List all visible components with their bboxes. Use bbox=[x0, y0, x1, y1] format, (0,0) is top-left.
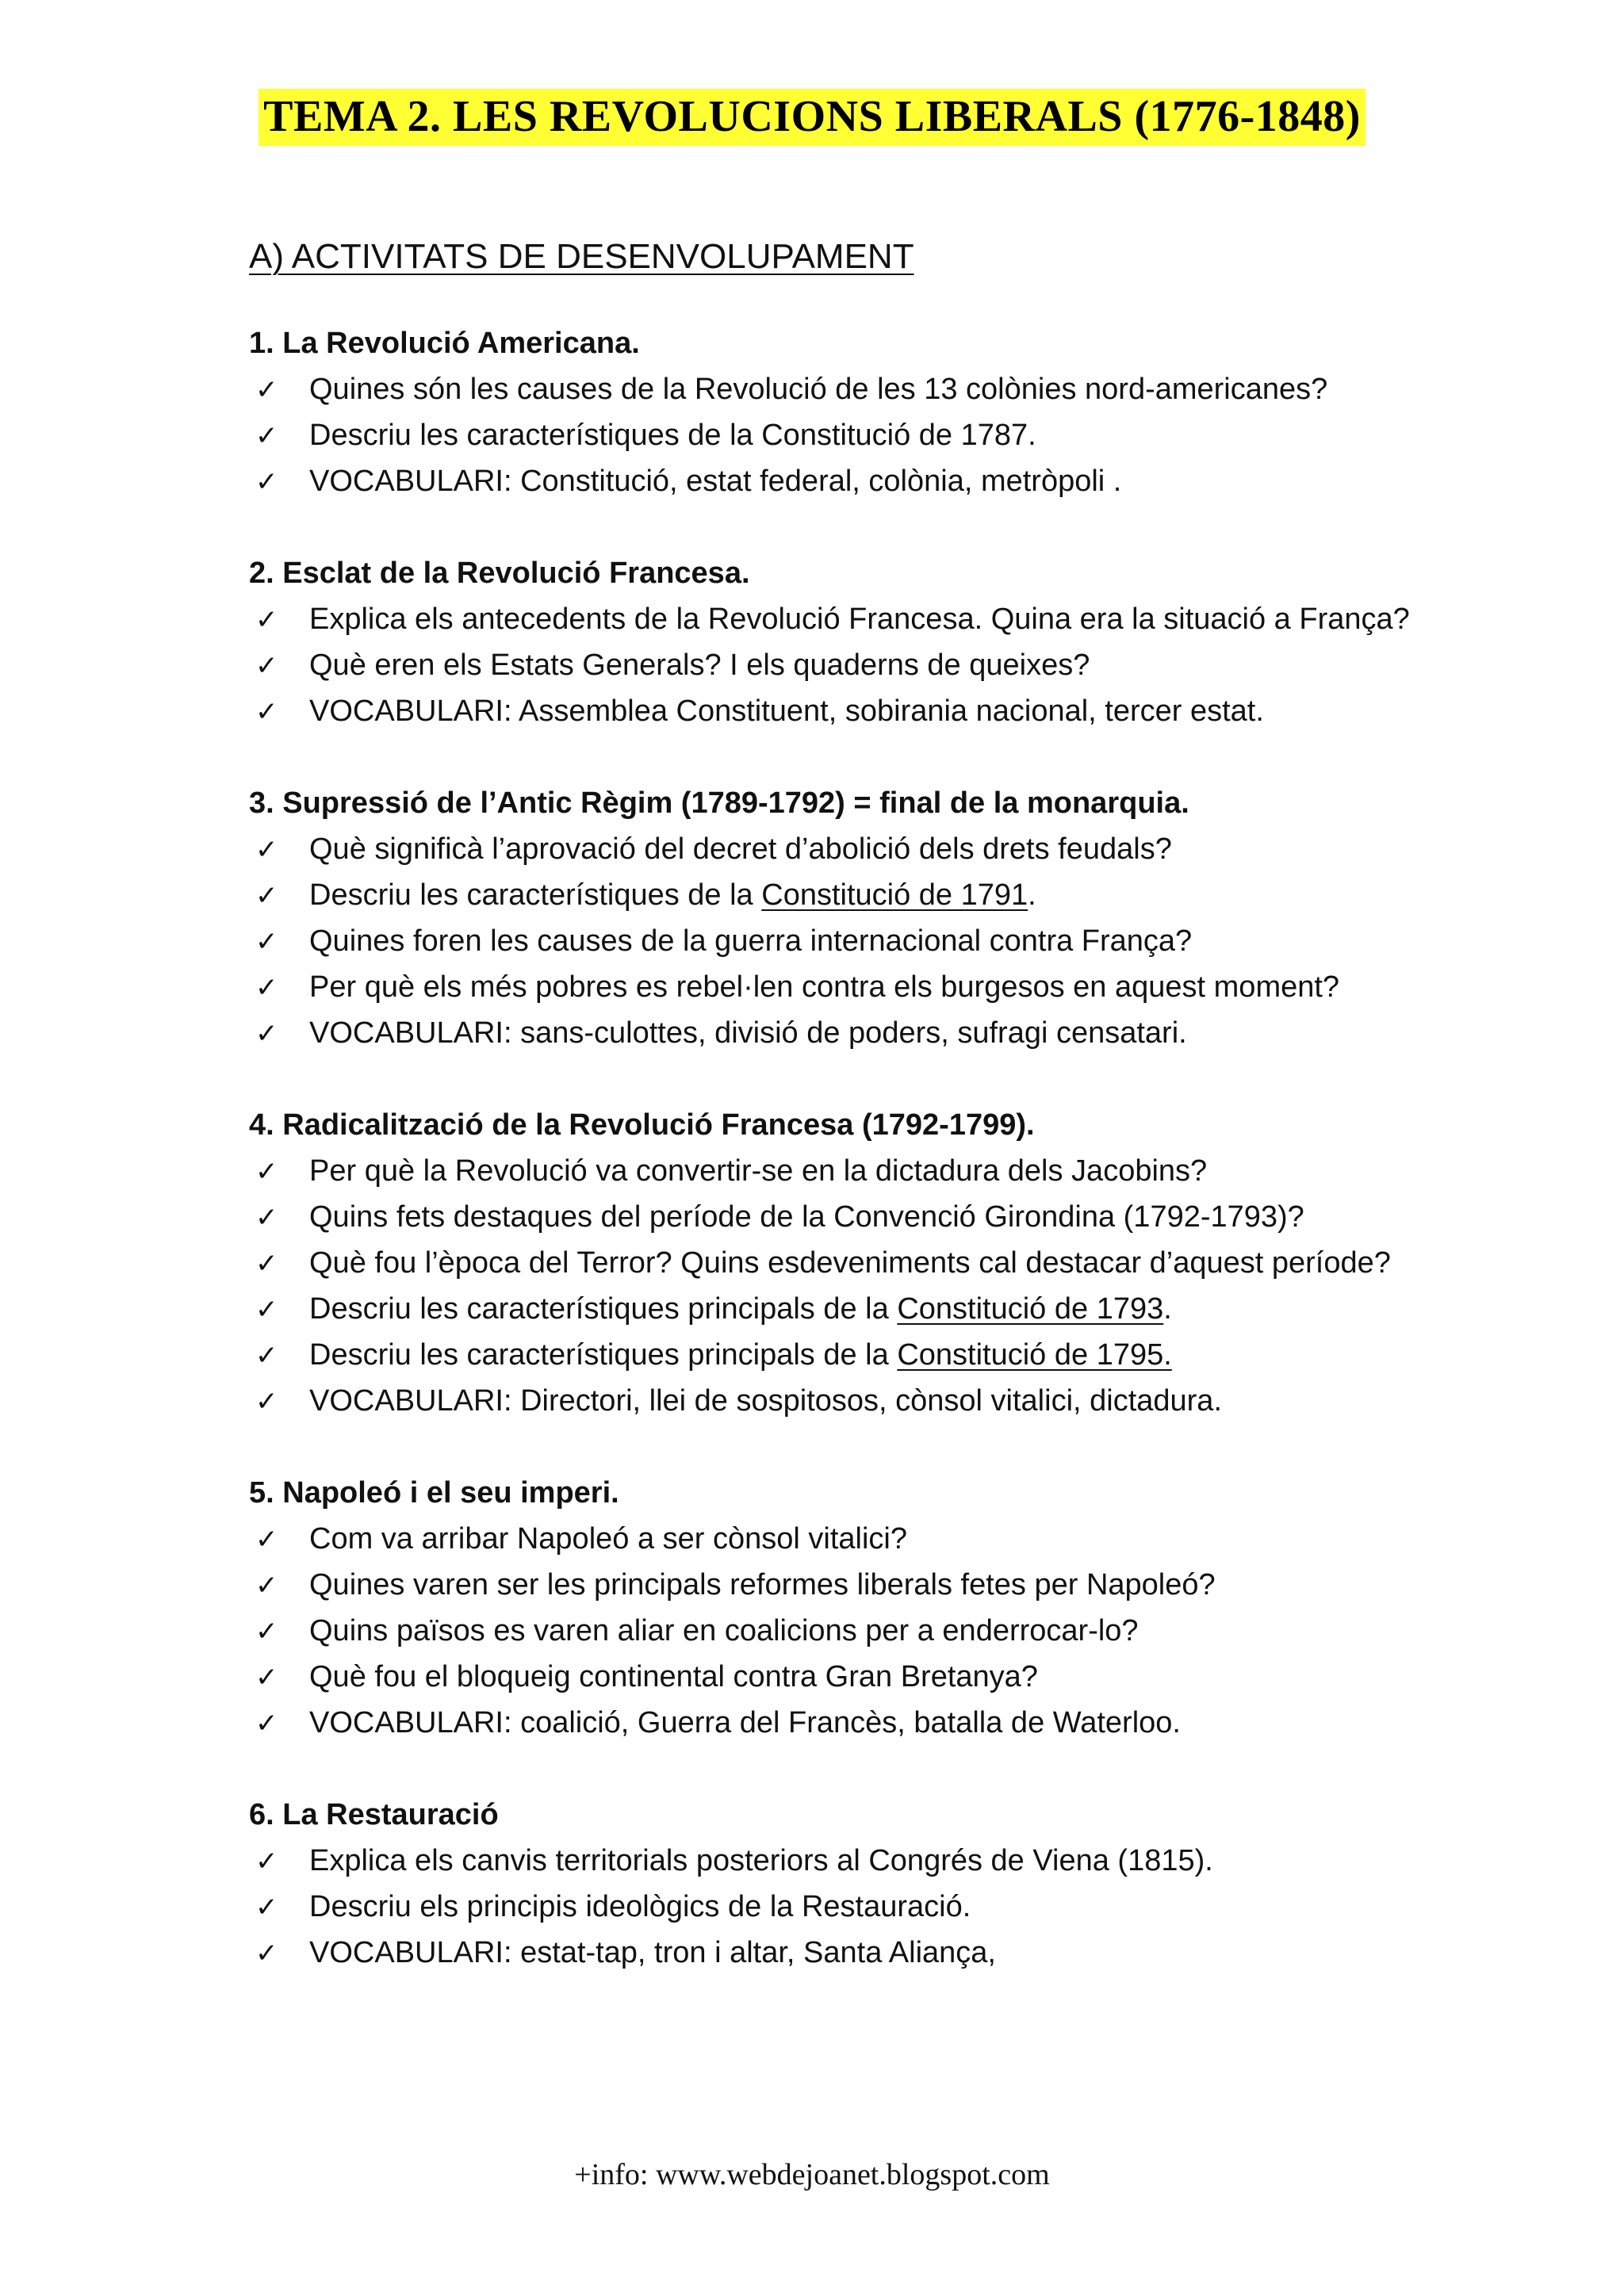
checkmark-icon: ✓ bbox=[255, 1570, 278, 1601]
question-text-wrap bbox=[309, 1838, 1213, 1884]
activity-block-title: 4. Radicalització de la Revolució Francesa (1792-1799). bbox=[249, 1108, 1035, 1142]
checkmark-icon: ✓ bbox=[255, 466, 278, 498]
question-item bbox=[249, 1516, 1557, 1562]
question-item bbox=[249, 412, 1557, 458]
question-item bbox=[249, 1010, 1557, 1056]
question-text-wrap bbox=[309, 1562, 1216, 1608]
question-text-wrap bbox=[309, 1608, 1139, 1654]
checkmark-icon: ✓ bbox=[255, 650, 278, 682]
question-text: VOCABULARI: sans-culottes, divisió de poders, sufragi censatari. bbox=[309, 1016, 1187, 1050]
question-text-wrap bbox=[309, 1332, 1172, 1378]
checkmark-icon: ✓ bbox=[255, 696, 278, 728]
question-text-wrap bbox=[309, 1240, 1391, 1286]
question-item bbox=[249, 1654, 1557, 1700]
question-text-wrap bbox=[309, 412, 1036, 458]
checkmark-icon: ✓ bbox=[255, 1616, 278, 1647]
question-text: Què eren els Estats Generals? I els quaderns de queixes? bbox=[309, 649, 1090, 682]
question-item bbox=[249, 366, 1557, 412]
checkmark-icon: ✓ bbox=[255, 1386, 278, 1418]
checkmark-icon: ✓ bbox=[255, 604, 278, 636]
constitution-link[interactable]: Constitució de 1795. bbox=[897, 1338, 1172, 1372]
question-item bbox=[249, 1194, 1557, 1240]
question-item bbox=[249, 1838, 1557, 1884]
question-text: Descriu les característiques de la bbox=[309, 878, 762, 912]
question-text: VOCABULARI: Assemblea Constituent, sobirania nacional, tercer estat. bbox=[309, 695, 1264, 728]
question-text-wrap bbox=[309, 596, 1410, 642]
question-text: Per què els més pobres es rebel·len contra els burgesos en aquest moment? bbox=[309, 970, 1340, 1004]
question-text: Descriu els principis ideològics de la Restauració. bbox=[309, 1890, 971, 1923]
question-text-wrap bbox=[309, 872, 1036, 918]
checkmark-icon: ✓ bbox=[255, 1248, 278, 1280]
question-text: Com va arribar Napoleó a ser cònsol vitalici? bbox=[309, 1522, 907, 1556]
activities-list bbox=[249, 320, 1557, 2022]
activity-block-title: 6. La Restauració bbox=[249, 1798, 499, 1831]
checkmark-icon: ✓ bbox=[255, 1938, 278, 1969]
checkmark-icon: ✓ bbox=[255, 420, 278, 452]
title-wrapper bbox=[0, 89, 1624, 146]
checkmark-icon: ✓ bbox=[255, 1202, 278, 1234]
question-text-wrap bbox=[309, 688, 1264, 734]
question-text: Explica els antecedents de la Revolució Francesa. Quina era la situació a França? bbox=[309, 603, 1410, 636]
question-item bbox=[249, 826, 1557, 872]
checkmark-icon: ✓ bbox=[255, 880, 278, 912]
question-text: Quins fets destaques del període de la Convenció Girondina (1792-1793)? bbox=[309, 1200, 1304, 1234]
activity-block bbox=[249, 780, 1557, 1056]
checkmark-icon: ✓ bbox=[255, 1294, 278, 1326]
checkmark-icon: ✓ bbox=[255, 926, 278, 958]
question-text: Descriu les característiques de la Constitució de 1787. bbox=[309, 419, 1036, 452]
question-text: Què significà l’aprovació del decret d’abolició dels drets feudals? bbox=[309, 832, 1172, 866]
question-text-wrap bbox=[309, 1010, 1187, 1056]
activity-block bbox=[249, 550, 1557, 734]
question-text-suffix: . bbox=[1163, 1292, 1172, 1326]
activity-block-title: 2. Esclat de la Revolució Francesa. bbox=[249, 557, 750, 590]
question-text-suffix: . bbox=[1028, 878, 1036, 912]
question-item bbox=[249, 458, 1557, 504]
question-text: Què fou l’època del Terror? Quins esdeveniments cal destacar d’aquest període? bbox=[309, 1246, 1391, 1280]
constitution-link[interactable]: Constitució de 1793 bbox=[897, 1292, 1164, 1326]
question-text-wrap bbox=[309, 1930, 996, 1976]
question-text-wrap bbox=[309, 1654, 1038, 1700]
activity-block bbox=[249, 1102, 1557, 1424]
question-text-wrap bbox=[309, 918, 1192, 964]
question-text: VOCABULARI: coalició, Guerra del Francès, batalla de Waterloo. bbox=[309, 1706, 1181, 1739]
constitution-link[interactable]: Constitució de 1791 bbox=[761, 878, 1028, 912]
question-text: Explica els canvis territorials posteriors al Congrés de Viena (1815). bbox=[309, 1844, 1213, 1877]
question-text-wrap bbox=[309, 366, 1327, 412]
question-text: Per què la Revolució va convertir-se en la dictadura dels Jacobins? bbox=[309, 1154, 1208, 1188]
checkmark-icon: ✓ bbox=[255, 1892, 278, 1923]
checkmark-icon: ✓ bbox=[255, 1708, 278, 1739]
question-text-wrap bbox=[309, 1378, 1222, 1424]
question-text-wrap bbox=[309, 642, 1090, 688]
checkmark-icon: ✓ bbox=[255, 1662, 278, 1693]
checkmark-icon: ✓ bbox=[255, 972, 278, 1004]
activity-block bbox=[249, 320, 1557, 504]
footer-link[interactable]: +info: www.webdejoanet.blogspot.com bbox=[574, 2158, 1050, 2191]
activity-block-title: 5. Napoleó i el seu imperi. bbox=[249, 1476, 619, 1510]
question-text-wrap bbox=[309, 964, 1339, 1010]
checkmark-icon: ✓ bbox=[255, 1846, 278, 1877]
activity-block-title: 1. La Revolució Americana. bbox=[249, 327, 640, 360]
question-item bbox=[249, 1700, 1557, 1746]
question-item bbox=[249, 1378, 1557, 1424]
question-item bbox=[249, 964, 1557, 1010]
question-text: Quines són les causes de la Revolució de les 13 colònies nord-americanes? bbox=[309, 373, 1328, 406]
question-text: Quines foren les causes de la guerra internacional contra França? bbox=[309, 924, 1193, 958]
question-text-wrap bbox=[309, 826, 1172, 872]
activity-block bbox=[249, 1470, 1557, 1746]
question-text-wrap bbox=[309, 1516, 907, 1562]
question-item bbox=[249, 1562, 1557, 1608]
question-item bbox=[249, 1286, 1557, 1332]
question-item bbox=[249, 1884, 1557, 1930]
checkmark-icon: ✓ bbox=[255, 834, 278, 866]
checkmark-icon: ✓ bbox=[255, 1156, 278, 1188]
question-text-wrap bbox=[309, 458, 1121, 504]
checkmark-icon: ✓ bbox=[255, 1340, 278, 1372]
question-item bbox=[249, 688, 1557, 734]
question-item bbox=[249, 1240, 1557, 1286]
question-text-wrap bbox=[309, 1700, 1181, 1746]
activity-block bbox=[249, 1792, 1557, 1976]
checkmark-icon: ✓ bbox=[255, 1018, 278, 1050]
question-item bbox=[249, 596, 1557, 642]
question-text: Quins països es varen aliar en coalicions per a enderrocar-lo? bbox=[309, 1614, 1139, 1647]
activity-block-title: 3. Supressió de l’Antic Règim (1789-1792) = final de la monarquia. bbox=[249, 786, 1189, 820]
checkmark-icon: ✓ bbox=[255, 374, 278, 406]
checkmark-icon: ✓ bbox=[255, 1524, 278, 1556]
question-text-wrap bbox=[309, 1194, 1304, 1240]
question-text: VOCABULARI: estat-tap, tron i altar, Santa Aliança, bbox=[309, 1936, 996, 1969]
question-item bbox=[249, 1608, 1557, 1654]
question-item bbox=[249, 1148, 1557, 1194]
document-title: TEMA 2. LES REVOLUCIONS LIBERALS (1776-1848) bbox=[259, 89, 1365, 146]
question-text: Què fou el bloqueig continental contra Gran Bretanya? bbox=[309, 1660, 1038, 1693]
question-item bbox=[249, 872, 1557, 918]
question-item bbox=[249, 1930, 1557, 1976]
question-item bbox=[249, 1332, 1557, 1378]
question-text: Descriu les característiques principals de la bbox=[309, 1292, 898, 1326]
question-text-wrap bbox=[309, 1884, 971, 1930]
question-text-wrap bbox=[309, 1286, 1172, 1332]
question-text: VOCABULARI: Directori, llei de sospitosos, cònsol vitalici, dictadura. bbox=[309, 1384, 1223, 1418]
section-heading: A) ACTIVITATS DE DESENVOLUPAMENT bbox=[249, 237, 914, 276]
question-text: VOCABULARI: Constitució, estat federal, colònia, metròpoli . bbox=[309, 465, 1122, 498]
question-text-wrap bbox=[309, 1148, 1207, 1194]
question-text: Quines varen ser les principals reformes liberals fetes per Napoleó? bbox=[309, 1568, 1216, 1601]
question-item bbox=[249, 918, 1557, 964]
question-text: Descriu les característiques principals de la bbox=[309, 1338, 898, 1372]
question-item bbox=[249, 642, 1557, 688]
